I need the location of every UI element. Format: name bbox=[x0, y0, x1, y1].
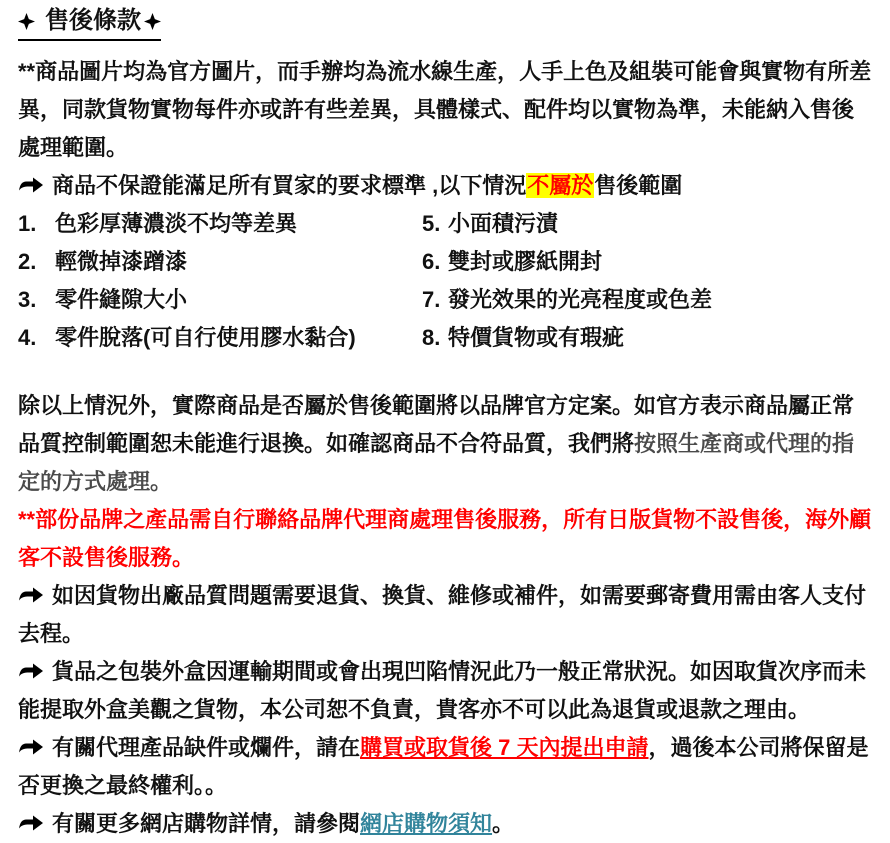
page-title bbox=[18, 6, 161, 41]
defect-return-text: 如因貨物出廠品質問題需要退貨、換貨、維修或補件，如需要郵寄費用需由客人支付去程。 bbox=[18, 583, 867, 646]
intro-paragraph: **商品圖片均為官方圖片，而手辦均為流水線生產，人手上色及組裝可能會與實物有所差異，同款貨物實物每件亦或許有些差異，具體樣式、配件均以實物為準，未能納入售後處理範圍。 bbox=[18, 59, 872, 160]
list-item-number: 6. bbox=[422, 249, 441, 274]
list-item bbox=[422, 281, 872, 319]
missing-parts-pre: 有關代理產品缺件或爛件，請在 bbox=[52, 735, 361, 760]
list-item bbox=[18, 281, 422, 319]
list-item-number: 8. bbox=[422, 325, 441, 350]
list-item-number: 1. bbox=[18, 211, 37, 236]
exclusion-list bbox=[18, 205, 872, 357]
list-item bbox=[18, 243, 422, 281]
list-item-text: 色彩厚薄濃淡不均等差異 bbox=[55, 211, 298, 236]
four-pointed-star-icon bbox=[144, 13, 161, 30]
deadline-emphasis-text: 購買或取貨後 7 天內提出申請 bbox=[360, 735, 649, 760]
defect-return-paragraph bbox=[18, 577, 872, 653]
list-item-number: 3. bbox=[18, 287, 37, 312]
right-arrow-icon bbox=[18, 176, 44, 194]
right-arrow-icon bbox=[18, 662, 44, 680]
notice-text-post: 售後範圍 bbox=[594, 173, 683, 198]
list-item-text: 零件脫落(可自行使用膠水黏合) bbox=[55, 325, 356, 350]
right-arrow-icon bbox=[18, 738, 44, 756]
more-info-post: 。 bbox=[492, 811, 515, 836]
list-item-text: 零件縫隙大小 bbox=[55, 287, 188, 312]
list-item-text: 小面積污漬 bbox=[448, 211, 559, 236]
list-item-text: 輕微掉漆蹭漆 bbox=[55, 249, 188, 274]
list-item bbox=[18, 319, 422, 357]
more-info-pre: 有關更多網店購物詳情，請參閱 bbox=[52, 811, 361, 836]
missing-parts-post: ，過後本公司將保留是否更換之最終權利。。 bbox=[18, 735, 869, 798]
right-arrow-icon bbox=[18, 586, 44, 604]
list-item-text: 發光效果的光亮程度或色差 bbox=[448, 287, 713, 312]
four-pointed-star-icon bbox=[18, 13, 35, 30]
red-warning-paragraph: **部份品牌之產品需自行聯絡品牌代理商處理售後服務，所有日版貨物不設售後，海外顧客不設售後服務。 bbox=[18, 507, 872, 570]
list-item-number: 2. bbox=[18, 249, 37, 274]
list-item-text: 特價貨物或有瑕疵 bbox=[448, 325, 625, 350]
list-item bbox=[422, 205, 872, 243]
list-item-number: 7. bbox=[422, 287, 441, 312]
right-arrow-icon bbox=[18, 814, 44, 832]
shop-notice-link[interactable]: 網店購物須知 bbox=[360, 811, 493, 836]
list-item-number: 5. bbox=[422, 211, 441, 236]
more-info-paragraph bbox=[18, 805, 872, 843]
exclusion-notice-heading bbox=[18, 167, 872, 205]
list-item bbox=[422, 243, 872, 281]
policy-paragraph bbox=[18, 387, 872, 501]
list-item bbox=[18, 205, 422, 243]
page-title-text: 售後條款 bbox=[45, 7, 141, 34]
policy-text-muted: 按照生產商或代理的指定的方式處理。 bbox=[18, 431, 855, 494]
list-item-number: 4. bbox=[18, 325, 37, 350]
packaging-text: 貨品之包裝外盒因運輸期間或會出現凹陷情況此乃一般正常狀況。如因取貨次序而未能提取外盒美觀之貨物，本公司恕不負責，貴客亦不可以此為退貨或退款之理由。 bbox=[18, 659, 867, 722]
packaging-paragraph bbox=[18, 653, 872, 729]
missing-parts-paragraph bbox=[18, 729, 872, 805]
notice-text-pre: 商品不保證能滿足所有買家的要求標準 ,以下情況 bbox=[52, 173, 527, 198]
list-item bbox=[422, 319, 872, 357]
policy-text: 除以上情況外，實際商品是否屬於售後範圍將以品牌官方定案。如官方表示商品屬正常品質控制範圍恕未能進行退換。如確認商品不合符品質，我們將 bbox=[18, 393, 855, 456]
list-item-text: 雙封或膠紙開封 bbox=[448, 249, 603, 274]
highlighted-not-covered-text: 不屬於 bbox=[527, 173, 594, 198]
